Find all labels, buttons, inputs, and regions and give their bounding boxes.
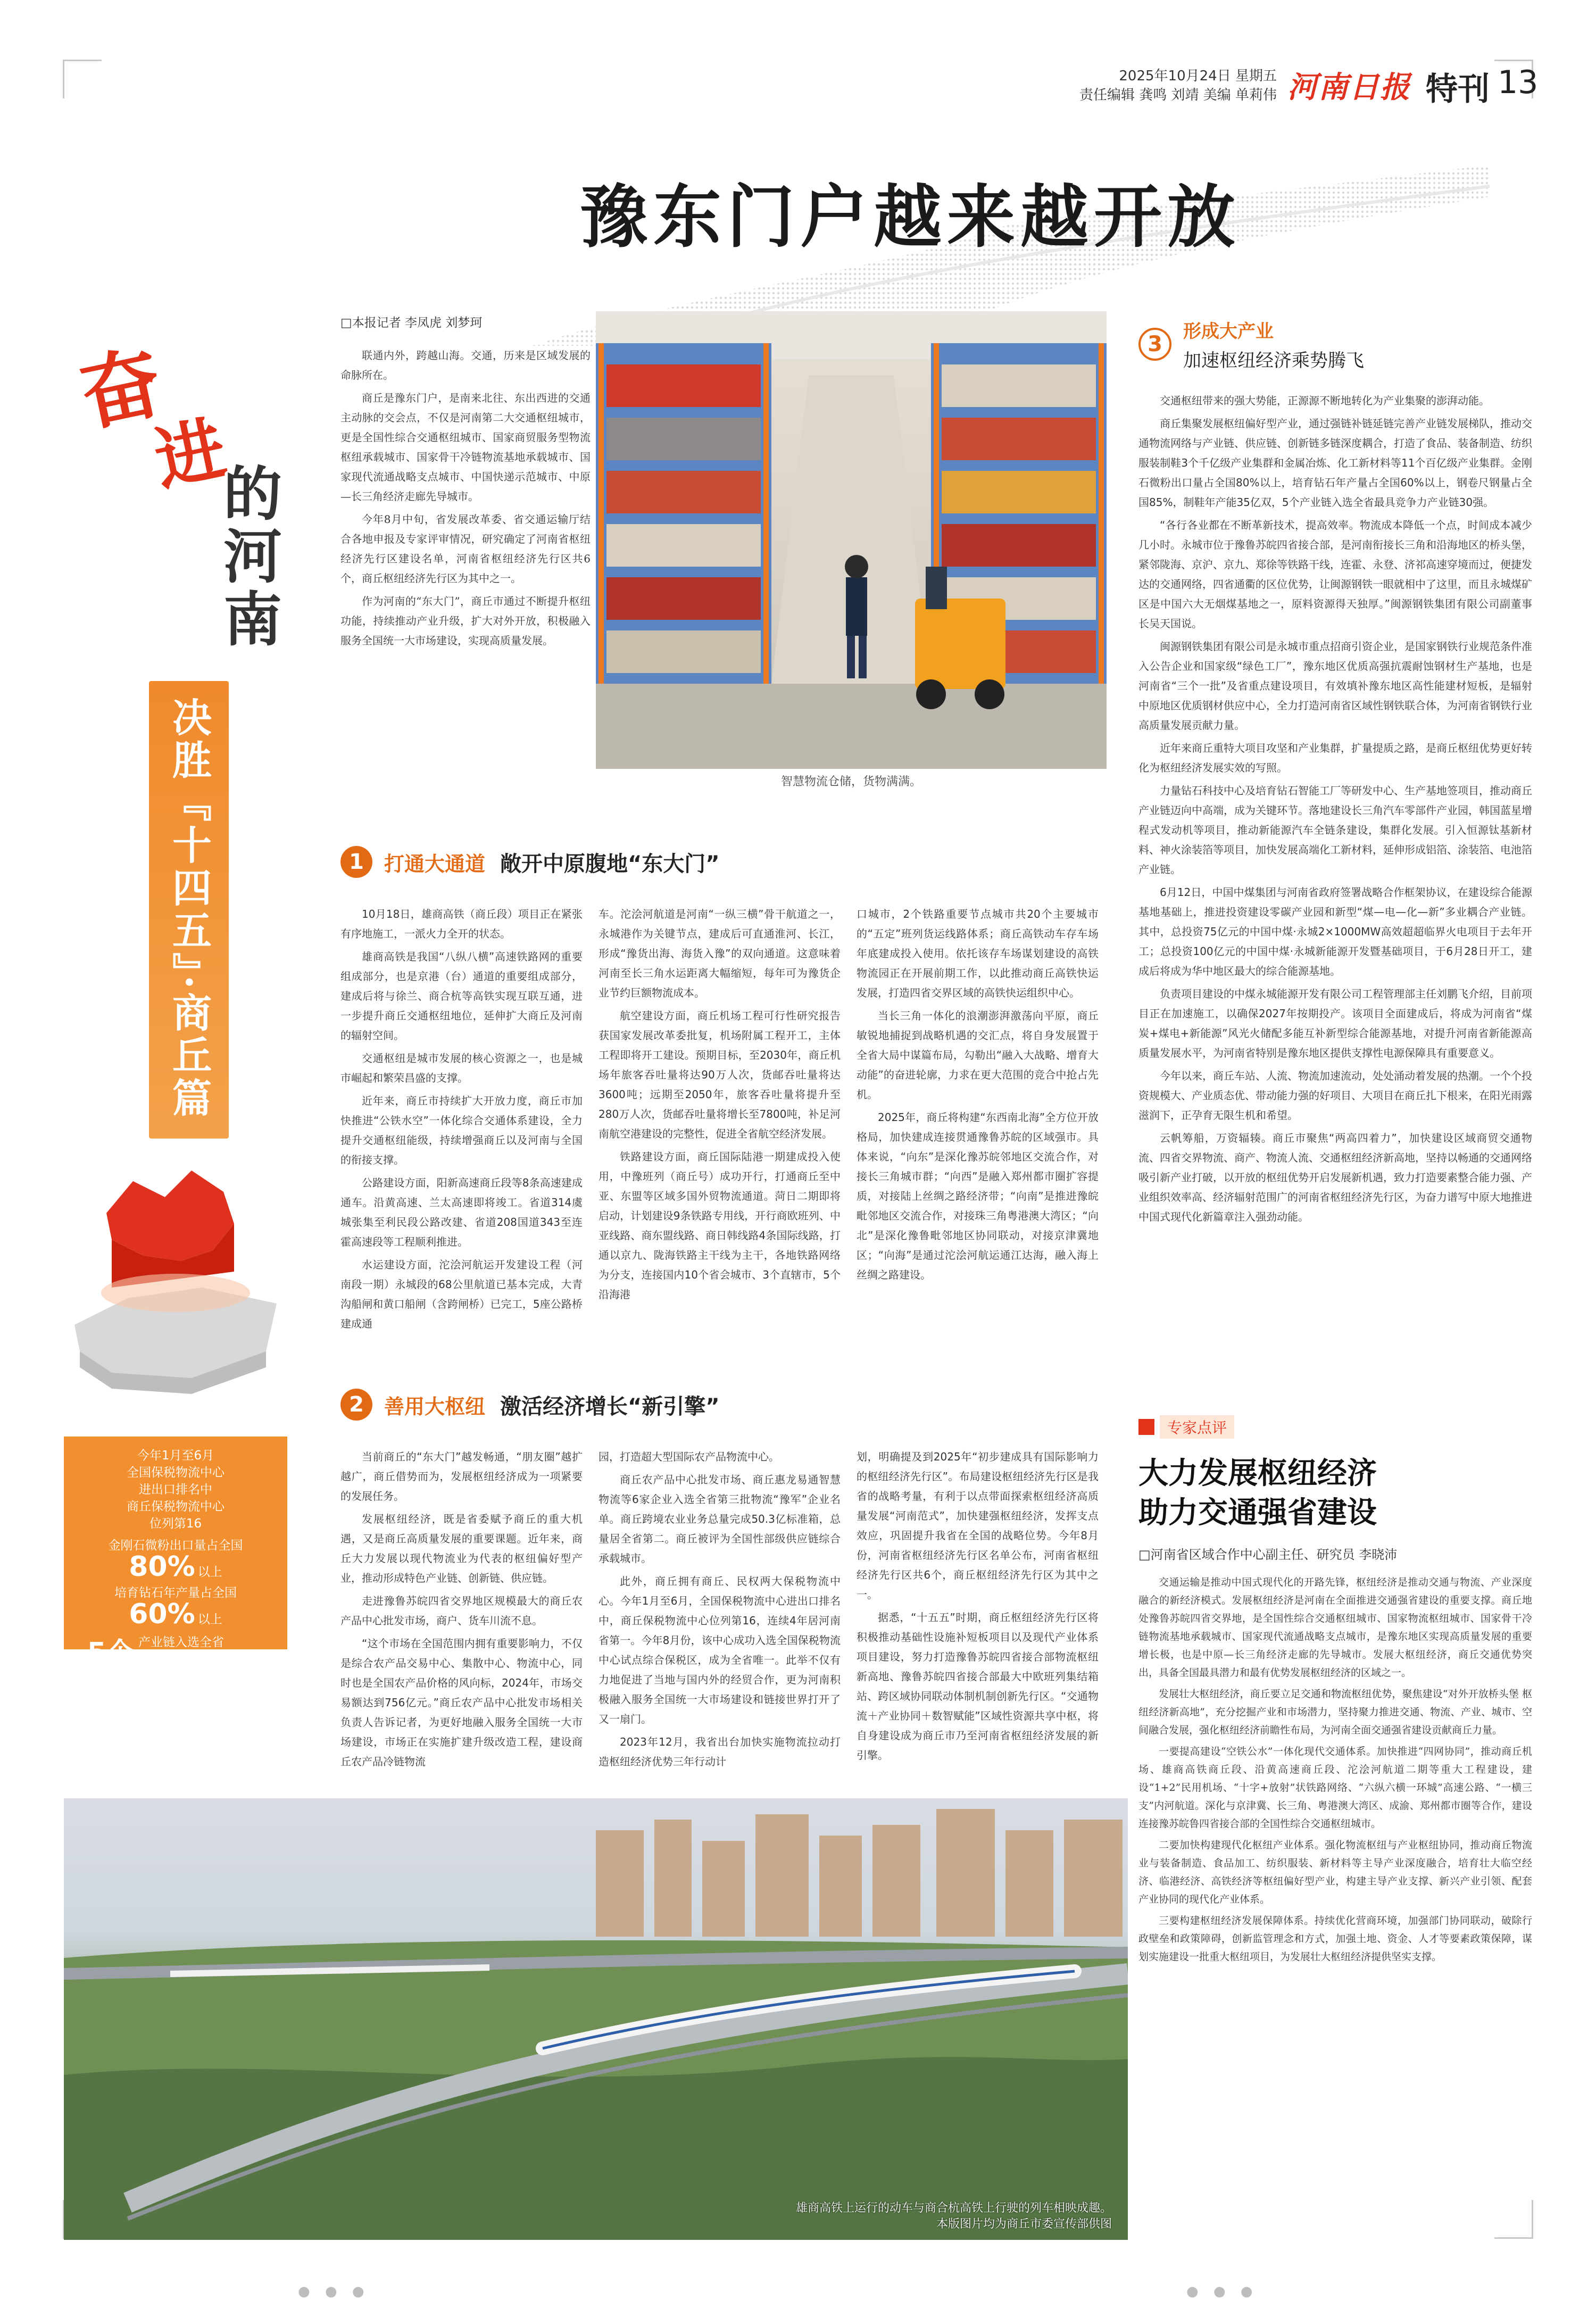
- section3-header: [1138, 317, 1364, 372]
- section2-paragraph: 当前商丘的“东大门”越发畅通，“朋友圈”越扩越广，商丘借势而为，发展枢纽经济成为一项紧要的发展任务。: [340, 1450, 583, 1502]
- section1-title: 敞开中原腹地“东大门”: [500, 851, 720, 876]
- section1-paragraph: 口城市，2个铁路重要节点城市共20个主要城市的“五定”班列货运线路体系；商丘高铁动车存车场年底建成投入使用。依托该存车场谋划建设的高铁物流园正在开展前期工作，以此推动商丘高铁快运发展，打造四省交界区域的高铁快运组织中心。: [857, 908, 1099, 999]
- section1-paragraph: 车。沱浍河航道是河南“一纵三横”骨干航道之一，永城港作为关键节点，建成后可直通淮河、长江，形成“豫货出海、海货入豫”的双向通道。这意味着河南至长三角水运距离大幅缩短，每年可为豫货企业节约巨额物流成本。: [598, 908, 841, 999]
- expert-tag-row: [1138, 1415, 1532, 1439]
- expert-title-line: 大力发展枢纽经济: [1138, 1456, 1377, 1491]
- section2-col3: [857, 1447, 1099, 1769]
- photo-credit: 本版图片均为商丘市委宣传部供图: [936, 2218, 1112, 2231]
- expert-paragraph: 发展壮大枢纽经济，商丘要立足交通和物流枢纽优势，聚焦建设“对外开放桥头堡 枢纽经济新高地”，充分挖掘产业和市场潜力，坚持聚力推进交通、物流、产业、城市、空间融合发展，强化枢纽经济前瞻性布局，为河南全面交通强省建设贡献商丘力量。: [1138, 1688, 1532, 1736]
- section2-paragraph: 此外，商丘拥有商丘、民权两大保税物流中心。今年1月至6月，全国保税物流中心进出口排名中，商丘保税物流中心位列第16，连续4年居河南省第一。今年8月份，该中心成功入选全国保税物流中心试点综合保税区，成为全省唯一。此举不仅有力地促进了当地与国内外的经贸合作，更为河南积极融入服务全国统一大市场建设和链接世界打开了又一扇门。: [598, 1575, 841, 1725]
- series-title-fen: 奋: [72, 335, 170, 443]
- warehouse-illustration: [596, 311, 1107, 769]
- section1-header: [340, 846, 720, 878]
- section1-paragraph: 当长三角一体化的浪潮澎湃激荡向平原，商丘敏锐地捕捉到战略机遇的交汇点，将自身发展置于全省大局中谋篇布局，勾勒出“融入大战略、增育大动能”的奋进轮廓，力求在更大范围的竞合中抢占先机。: [857, 1009, 1099, 1101]
- section2-paragraph: 发展枢纽经济，既是省委赋予商丘的重大机遇，又是商丘高质量发展的重要课题。近年来，商丘大力发展以现代物流业为代表的枢纽偏好型产业，推动形成特色产业链、创新链、供应链。: [340, 1513, 583, 1584]
- expert-body: [1138, 1573, 1532, 1966]
- section3-body: [1138, 391, 1532, 1230]
- section2-col1: [340, 1447, 583, 1775]
- intro-paragraph: 联通内外，跨越山海。交通，历来是区域发展的命脉所在。: [340, 349, 591, 381]
- stat-value: 80%: [129, 1551, 195, 1583]
- editors-line: 责任编辑 龚鸣 刘靖 美编 单莉伟: [1079, 87, 1277, 103]
- section2-paragraph: 划，明确提及到2025年“初步建成具有国际影响力的枢纽经济先行区”。布局建设枢纽经济先行区是我省的战略考量，有利于以点带面探索枢纽经济高质量发展“河南范式”，加快建强枢纽经济，发挥支点效应，巩固提升我省在全国的战略位势。今年8月份，河南省枢纽经济先行区名单公布，河南省枢纽经济先行区共6个，商丘枢纽经济先行区为其中之一。: [857, 1450, 1099, 1601]
- section1-number: 1: [340, 846, 372, 878]
- section2-paragraph: 2023年12月，我省出台加快实施物流拉动打造枢纽经济优势三年行动计: [598, 1736, 841, 1768]
- section3-paragraph: 商丘集聚发展枢纽偏好型产业，通过强链补链延链完善产业链发展梯队，推动交通物流网络与产业链、供应链、创新链多链深度耦合，打造了食品、装备制造、纺织服装制鞋3个千亿级产业集群和金属冶炼、化工新材料等11个百亿级产业集群。金刚石微粉出口量占全国80%以上，培育钻石年产量占全国60%以上，钢卷尺钢量占全国85%，制鞋年产能35亿双，5个产业链入选全省最具竞争力产业链30强。: [1138, 417, 1532, 509]
- stat-suffix: 以上: [197, 1613, 222, 1626]
- section1-paragraph: 近年来，商丘市持续扩大开放力度，商丘市加快推进“公铁水空”一体化综合交通体系建设，全力提升交通枢纽能级，持续增强商丘以及河南与全国的衔接支撑。: [340, 1094, 583, 1166]
- intro-paragraph: 商丘是豫东门户，是南来北往、东出西进的交通主动脉的交会点，不仅是河南第二大交通枢纽城市，更是全国性综合交通枢纽城市、国家商贸服务型物流枢纽承载城市、国家骨干冷链物流基地承载城市、国家现代流通战略支点城市、中国快递示范城市、中原—长三角经济走廊先导城市。: [340, 392, 591, 503]
- section1-paragraph: 航空建设方面，商丘机场工程可行性研究报告获国家发展改革委批复，机场附属工程开工，主体工程即将开工建设。预期目标，至2030年，商丘机场年旅客吞吐量将达90万人次，货邮吞吐量将达3600吨；远期至2050年，旅客吞吐量将提升至280万人次，货邮吞吐量将增长至7800吨，补足河南航空港建设的完整性，促进全省航空经济发展。: [598, 1009, 841, 1140]
- series-title-henan: 的河南: [223, 460, 282, 654]
- section2-header: [340, 1389, 720, 1421]
- registration-dots: ● ● ●: [298, 2284, 370, 2299]
- stat-row: [64, 1630, 287, 1670]
- expert-tag-marker: [1138, 1419, 1154, 1435]
- section3-paragraph: 6月12日，中国中煤集团与河南省政府签署战略合作框架协议，在建设综合能源基地基础上，推进投资建设零碳产业园和新型“煤—电—化—新”多业耦合产业链。其中，总投资75亿元的中国中煤·永城2×1000MW高效超超临界火电项目于去年开工；总投资100亿元的中国中煤·永城新能源开发暨基础项目，于6月28日开工，建成后将成为华中地区最大的综合能源基地。: [1138, 886, 1532, 977]
- section3-paragraph: 闽源钢铁集团有限公司是永城市重点招商引资企业，是国家钢铁行业规范条件准入公告企业和国家级“绿色工厂”，豫东地区优质高强抗震耐蚀钢材生产基地，也是河南省“三个一批”及省重点建设项目，有效填补豫东地区高性能建材短板，是辐射中原地区优质钢材供应中心，全力打造河南省区域性钢铁联合体，为河南省钢铁行业高质量发展贡献力量。: [1138, 640, 1532, 732]
- section1-paragraph: 水运建设方面，沱浍河航运开发建设工程（河南段一期）永城段的68公里航道已基本完成，大青沟船闸和黄口船闸（含跨闸桥）已完工，5座公路桥建成通: [340, 1258, 583, 1330]
- registration-dots: ● ● ●: [1186, 2284, 1258, 2299]
- section3-paragraph: 今年以来，商丘车站、人流、物流加速流动，处处涌动着发展的热潮。一个个投资规模大、产业质态优、带动能力强的好项目、大项目在商丘扎下根来，在阳光雨露滋润下，正孕育无限生机和希望。: [1138, 1069, 1532, 1122]
- intro-paragraph: 今年8月中旬，省发展改革委、省交通运输厅结合各地申报及专家评审情况，研究确定了河南省枢纽经济先行区建设名单，河南省枢纽经济先行区共6个，商丘枢纽经济先行区为其中之一。: [340, 513, 591, 585]
- section1-col3: [857, 904, 1099, 1288]
- section3-paragraph: 云帆筹船，万资辐辏。商丘市聚焦“两高四着力”，加快建设区域商贸交通物流、四省交界物流、商产、物流人流、交通枢纽经济新高地，坚持以畅通的交通网络吸引新产业打破，以开放的枢纽优势开启发展新机遇，致力打造要素整合能力强、产业组织效率高、经济辐射范围广的河南省枢纽经济先行区，为奋力谱写中原大地推进中国式现代化新篇章注入强劲动能。: [1138, 1132, 1532, 1223]
- expert-byline: □河南省区域合作中心副主任、研究员 李晓沛: [1138, 1547, 1398, 1562]
- section1-paragraph: 2025年，商丘将构建“东西南北海”全方位开放格局，加快建成连接贯通豫鲁苏皖的区域强市。具体来说，“向东”是深化豫苏皖邻地区交流合作，对接长三角城市群；“向西”是融入郑州都市圈扩容提质，对接陆上丝绸之路经济带；“向南”是推进豫皖毗邻地区交流合作，对接珠三角粤港澳大湾区；“向北”是深化豫鲁毗邻地区协同联动，对接京津冀地区；“向海”是通过沱浍河航运通江达海，融入海上丝绸之路建设。: [857, 1111, 1099, 1281]
- section-label: 特刊: [1426, 71, 1490, 108]
- issue-date: 2025年10月24日 星期五: [1119, 68, 1277, 84]
- section2-paragraph: 据悉，“十五五”时期，商丘枢纽经济先行区将积极推动基础性设施补短板项目以及现代产业体系项目建设，努力打造豫鲁苏皖四省接合部物流枢纽新高地、豫鲁苏皖四省接合部最大中欧班列集结箱站、跨区域协同联动体制机制创新先行区。“交通物流＋产业协同＋数智赋能”区域性资源共享中枢，将自身建设成为商丘市乃至河南省枢纽经济发展的新引擎。: [857, 1611, 1099, 1762]
- section2-paragraph: 商丘农产品中心批发市场、商丘惠龙易通智慧物流等6家企业入选全省第三批物流“豫军”企业名单。商丘跨境农业业务总量完成50.3亿标准箱，总量居全省第二。商丘被评为全国性部级供应链综合承载城市。: [598, 1473, 841, 1565]
- section2-tag: 善用大枢纽: [384, 1394, 486, 1418]
- section1-col1: [340, 904, 583, 1337]
- stat-text: 产业链入选全省 最具竞争力产业链30强: [138, 1635, 264, 1665]
- section2-paragraph: 园，打造超大型国际农产品物流中心。: [598, 1450, 779, 1463]
- expert-paragraph: 二要加快构建现代化枢纽产业体系。强化物流枢纽与产业枢纽协同，推动商丘物流业与装备制造、食品加工、纺织服装、新材料等主导产业深度融合，培育壮大临空经济、临港经济、高铁经济等枢纽偏好型产业，构建主导产业支撑、新兴产业引领、配套产业协同的现代化产业体系。: [1138, 1839, 1532, 1905]
- section2-title: 激活经济增长“新引擎”: [500, 1394, 720, 1419]
- stat-text: 今年1月至6月 全国保税物流中心 进出口排名中 商丘保税物流中心 位列第16: [127, 1449, 225, 1531]
- series-title-jin: 进: [147, 406, 232, 501]
- masthead: [1053, 63, 1543, 108]
- intro-column: [340, 346, 591, 654]
- stat-suffix: 以上: [197, 1565, 222, 1579]
- section1-paragraph: 交通枢纽是城市发展的核心资源之一，也是城市崛起和繁荣昌盛的支撑。: [340, 1052, 583, 1084]
- warehouse-photo: [596, 311, 1107, 769]
- stat-text: 金刚石微粉出口量占全国: [108, 1539, 243, 1552]
- section1-paragraph: 公路建设方面，阳新高速商丘段等8条高速建成通车。沿黄高速、兰太高速即将竣工。省道314虞城张集至利民段公路改建、省道208国道343至连霍高速段等工程顺利推进。: [340, 1176, 583, 1248]
- section1-tag: 打通大通道: [384, 851, 486, 876]
- section2-paragraph: “这个市场在全国范围内拥有重要影响力，不仅是综合农产品交易中心、集散中心、物流中心，同时也是全国农产品价格的风向标，2024年，市场交易额达到756亿元。”商丘农产品中心批发市场相关负责人告诉记者，为更好地融入服务全国统一大市场建设，市场正在实施扩建升级改造工程，建设商丘农产品冷链物流: [340, 1637, 583, 1768]
- railway-photo: [64, 1798, 1128, 2240]
- stats-box: [64, 1437, 287, 1669]
- headline: 豫东门户越来越开放: [580, 177, 1241, 257]
- section1-paragraph: 雄商高铁是我国“八纵八横”高速铁路网的重要组成部分，也是京港（台）通道的重要组成部分，建成后将与徐兰、商合杭等高铁实现互联互通，进一步提升商丘交通枢纽地位，延伸扩大商丘及河南的辐射空间。: [340, 950, 583, 1042]
- page-number: 13: [1498, 64, 1539, 101]
- expert-paragraph: 一要提高建设“空铁公水”一体化现代交通体系。加快推进“四网协同”，推动商丘机场、雄商高铁商丘段、沿黄高速商丘段、沱浍河航道二期等重大工程建设，建设“1+2”民用机场、“十字+放射”状铁路网络、“六纵六横一环城”高速公路、“一横三支”内河航道。深化与京津冀、长三角、粤港澳大湾区、成渝、郑州都市圈等合作，建设连接豫苏皖鲁四省接合部的全国性综合交通枢纽城市。: [1138, 1746, 1532, 1830]
- section2-number: 2: [340, 1389, 372, 1421]
- paper-logo: 河南日报: [1287, 70, 1411, 105]
- stat-value: 5个: [87, 1637, 134, 1669]
- expert-title: [1138, 1454, 1532, 1532]
- series-subtitle-band: [149, 681, 229, 1139]
- section1-paragraph: 铁路建设方面，商丘国际陆港一期建成投入使用，中豫班列（商丘号）成功开行，打通商丘至中亚、东盟等区域多国外贸物流通道。菏日二期即将启动，计划建设9条铁路专用线，开行商欧班列、中亚线路、商东盟线路、商日韩线路4条国际线路，打通以京九、陇海铁路主干线为主干，各地铁路网络为分支，连接国内10个省会城市、3个直辖市，5个沿海港: [598, 1150, 841, 1301]
- section1-paragraph: 10月18日，雄商高铁（商丘段）项目正在紧张有序地施工，一派火力全开的状态。: [340, 908, 583, 940]
- warehouse-photo-caption: 智慧物流仓储，货物满满。: [780, 775, 921, 788]
- stat-row: [64, 1598, 287, 1630]
- section3-paragraph: 近年来商丘重特大项目攻坚和产业集群，扩量提质之路，是商丘枢纽优势更好转化为枢纽经济发展实效的写照。: [1138, 742, 1532, 774]
- expert-paragraph: 三要构建枢纽经济发展保障体系。持续优化营商环境，加强部门协同联动，破除行政壁垒和政策障碍，创新监管理念和方式，加强土地、资金、人才等要素政策保障，谋划实施建设一批重大枢纽项目，为发展壮大枢纽经济提供坚实支撑。: [1138, 1915, 1532, 1963]
- expert-tag: 专家点评: [1160, 1415, 1234, 1439]
- section3-paragraph: 力量钻石科技中心及培育钻石智能工厂等研发中心、生产基地签项目，推动商丘产业链迈向中高端，成为关键环节。落地建设长三角汽车零部件产业园，韩国蓝星增程式发动机等项目，推动新能源汽车全链条建设，集群化发展。引入恒源钛基新材料、神火涂装箔等项目，加快发展高端化工新材料，延伸形成铝箔、涂装箔、电池箔产业链。: [1138, 784, 1532, 876]
- expert-section: [1138, 1415, 1532, 1969]
- stat-value: 60%: [129, 1598, 195, 1630]
- expert-title-line: 助力交通强省建设: [1138, 1495, 1377, 1530]
- section3-title: 加速枢纽经济乘势腾飞: [1183, 350, 1364, 371]
- expert-paragraph: 交通运输是推动中国式现代化的开路先锋，枢纽经济是推动交通与物流、产业深度融合的新经济模式。发展枢纽经济是河南在全面推进交通强省建设的重要支撑。商丘地处豫鲁苏皖四省交界地，是全国性综合交通枢纽城市、国家物流枢纽城市、国家骨干冷链物流基地承载城市、国家现代流通战略支点城市，是豫东地区实现高质量发展的重要增长极，也是中原—长三角经济走廊的先导城市。发展大枢纽经济，商丘交通优势突出，具备全国最具潜力和最有优势发展枢纽经济的区域之一。: [1138, 1576, 1532, 1679]
- stat-text: 培育钻石年产量占全国: [114, 1586, 237, 1600]
- intro-paragraph: 作为河南的“东大门”，商丘市通过不断提升枢纽功能，持续推动产业升级，扩大对外开放，积极融入服务全国统一大市场建设，实现高质量发展。: [340, 595, 591, 647]
- section3-paragraph: “各行各业都在不断革新技术，提高效率。物流成本降低一个点，时间成本减少几小时。永城市位于豫鲁苏皖四省接合部，是河南衔接长三角和沿海地区的桥头堡，紧邻陇海、京沪、京九、郑徐等铁路干线，连霍、永登、济祁高速穿境而过，便捷发达的交通网络，四省通衢的区位优势，让闽源钢铁一眼就相中了这里，而且永城煤矿区是中国六大无烟煤基地之一，原料资源得天独厚。”闽源钢铁集团有限公司副董事长吴天国说。: [1138, 519, 1532, 630]
- section2-col2: [598, 1447, 841, 1775]
- byline: □本报记者 李凤虎 刘梦珂: [340, 316, 483, 330]
- section1-col2: [598, 904, 841, 1308]
- section3-number: 3: [1138, 328, 1171, 361]
- section2-paragraph: 走进豫鲁苏皖四省交界地区规模最大的商丘农产品中心批发市场，商户、货车川流不息。: [340, 1595, 583, 1627]
- section3-paragraph: 负责项目建设的中煤永城能源开发有限公司工程管理部主任刘鹏飞介绍，目前项目正在加速施工，以确保2027年按期投产。该项目全面建成后，将成为河南省“煤炭+煤电+新能源”风光火储配多能互补新型综合能源基地，对提升河南省新能源高质量发展水平，为河南省特别是豫东地区提供支撑性电源保障具有重要意义。: [1138, 987, 1532, 1059]
- series-subtitle: 决胜『十四五』·商丘篇: [166, 697, 212, 1120]
- stat-row: [64, 1551, 287, 1583]
- shangqiu-map-graphic: [64, 1149, 287, 1426]
- railway-photo-caption: [796, 2201, 1112, 2232]
- section3-paragraph: 交通枢纽带来的强大势能，正源源不断地转化为产业集聚的澎湃动能。: [1160, 394, 1490, 407]
- railway-caption-line: 雄商高铁上运行的动车与商合杭高铁上行驶的列车相映成趣。: [795, 2202, 1112, 2215]
- railway-illustration: [64, 1798, 1128, 2240]
- section3-tag: 形成大产业: [1183, 321, 1274, 342]
- series-panel: [64, 298, 287, 1437]
